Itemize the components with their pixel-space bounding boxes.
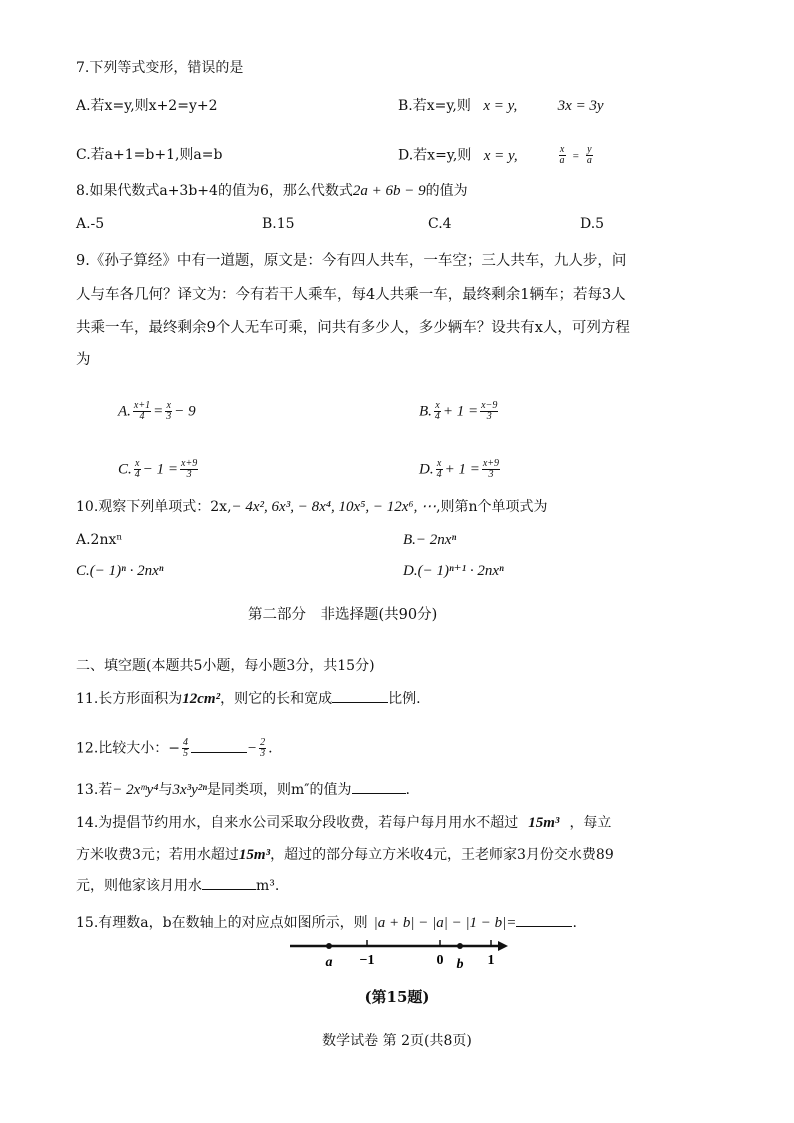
q12: 12.比较大小：− $\frac{4}{5}$ − $\frac{2}{3}$ . <box>76 737 273 759</box>
q8-option-a: A.-5 <box>76 216 105 232</box>
q9-option-b: B. $\frac{x}{4}$ + 1 = $\frac{x-9}{3}$ <box>419 400 498 422</box>
arrow-head-icon <box>498 941 508 951</box>
figure-caption: (第15题) <box>364 988 430 1006</box>
q7-option-b: B.若x=y,则 x = y, 3x = 3y <box>398 98 604 114</box>
label-a: a <box>325 955 333 970</box>
page-footer: 数学试卷 第 2页(共8页) <box>322 1033 472 1049</box>
fraction: $\frac{x}{a}$ <box>559 144 565 166</box>
point-b <box>457 943 463 949</box>
q14-line-2: 方米收费3元；若用水超过15m³，超过的部分每立方米收4元，王老师家3月份交水费89 <box>76 847 614 863</box>
point-a <box>326 943 332 949</box>
q15-stem: 15.有理数a，b在数轴上的对应点如图所示，则 |a + b| − |a| − |1 − b|= . <box>76 915 577 931</box>
q7-option-d: D.若x=y,则 x = y, $\frac{x}{a}$ = $\frac{y}{a}$ <box>398 144 592 166</box>
q11: 11.长方形面积为12cm²，则它的长和宽成 比例. <box>76 691 421 707</box>
label-one: 1 <box>487 953 495 968</box>
answer-blank[interactable] <box>352 781 406 794</box>
q10-option-a: A.2nxⁿ <box>76 532 123 548</box>
fraction: $\frac{y}{a}$ <box>586 144 592 166</box>
q8-option-d: D.5 <box>580 216 605 232</box>
q10-option-d: D.(− 1)ⁿ⁺¹ · 2nxⁿ <box>403 563 504 579</box>
answer-blank[interactable] <box>516 914 572 927</box>
number-line <box>0 936 794 976</box>
q7-option-a: A.若x=y,则x+2=y+2 <box>76 98 218 114</box>
q9-option-a: A. $\frac{x+1}{4}$ = $\frac{x}{3}$ − 9 <box>118 400 196 422</box>
q8-stem: 8.如果代数式a+3b+4的值为6，那么代数式2a + 6b − 9的值为 <box>76 183 468 199</box>
q9-line-2: 人与车各几何？译文为：今有若干人乘车，每4人共乘一车，最终剩余1辆车；若每3人 <box>76 287 626 303</box>
q10-option-c: C.(− 1)ⁿ · 2nxⁿ <box>76 563 164 579</box>
q9-option-c: C. $\frac{x}{4}$ − 1 = $\frac{x+9}{3}$ <box>118 458 198 480</box>
q13: 13.若− 2xᵐy⁴与3x³y²ⁿ是同类项，则m″的值为 . <box>76 782 410 798</box>
q9-option-d: D. $\frac{x}{4}$ + 1 = $\frac{x+9}{3}$ <box>419 458 500 480</box>
q14-line-3: 元，则他家该月用水 m³. <box>76 878 280 894</box>
q8-option-b: B.15 <box>262 216 295 232</box>
q7-stem: 7.下列等式变形，错误的是 <box>76 60 244 76</box>
q10-stem: 10.观察下列单项式：2x,− 4x², 6x³, − 8x⁴, 10x⁵, − 12x⁶, ⋯,则第n个单项式为 <box>76 499 548 515</box>
q9-line-3: 共乘一车，最终剩余9个人无车可乘，问共有多少人，多少辆车？设共有x人，可列方程 <box>76 320 630 336</box>
answer-blank[interactable] <box>332 690 388 703</box>
label-minus-one: −1 <box>359 953 375 968</box>
label-b: b <box>456 957 464 972</box>
q9-line-1: 9.《孙子算经》中有一道题，原文是：今有四人共车，一车空；三人共车，九人步，问 <box>76 253 627 269</box>
answer-blank[interactable] <box>191 740 247 753</box>
q7-option-c: C.若a+1=b+1,则a=b <box>76 147 223 163</box>
answer-blank[interactable] <box>202 877 256 890</box>
q8-option-c: C.4 <box>428 216 452 232</box>
q14-line-1: 14.为提倡节约用水，自来水公司采取分段收费，若每户每月用水不超过 15m³ ，每立 <box>76 815 612 831</box>
q9-line-4: 为 <box>76 352 91 368</box>
section2-title: 二、填空题(本题共5小题，每小题3分，共15分) <box>76 658 375 674</box>
label-zero: 0 <box>436 953 444 968</box>
q10-option-b: B.− 2nxⁿ <box>403 532 457 548</box>
part2-title: 第二部分 非选择题(共90分) <box>248 607 438 623</box>
